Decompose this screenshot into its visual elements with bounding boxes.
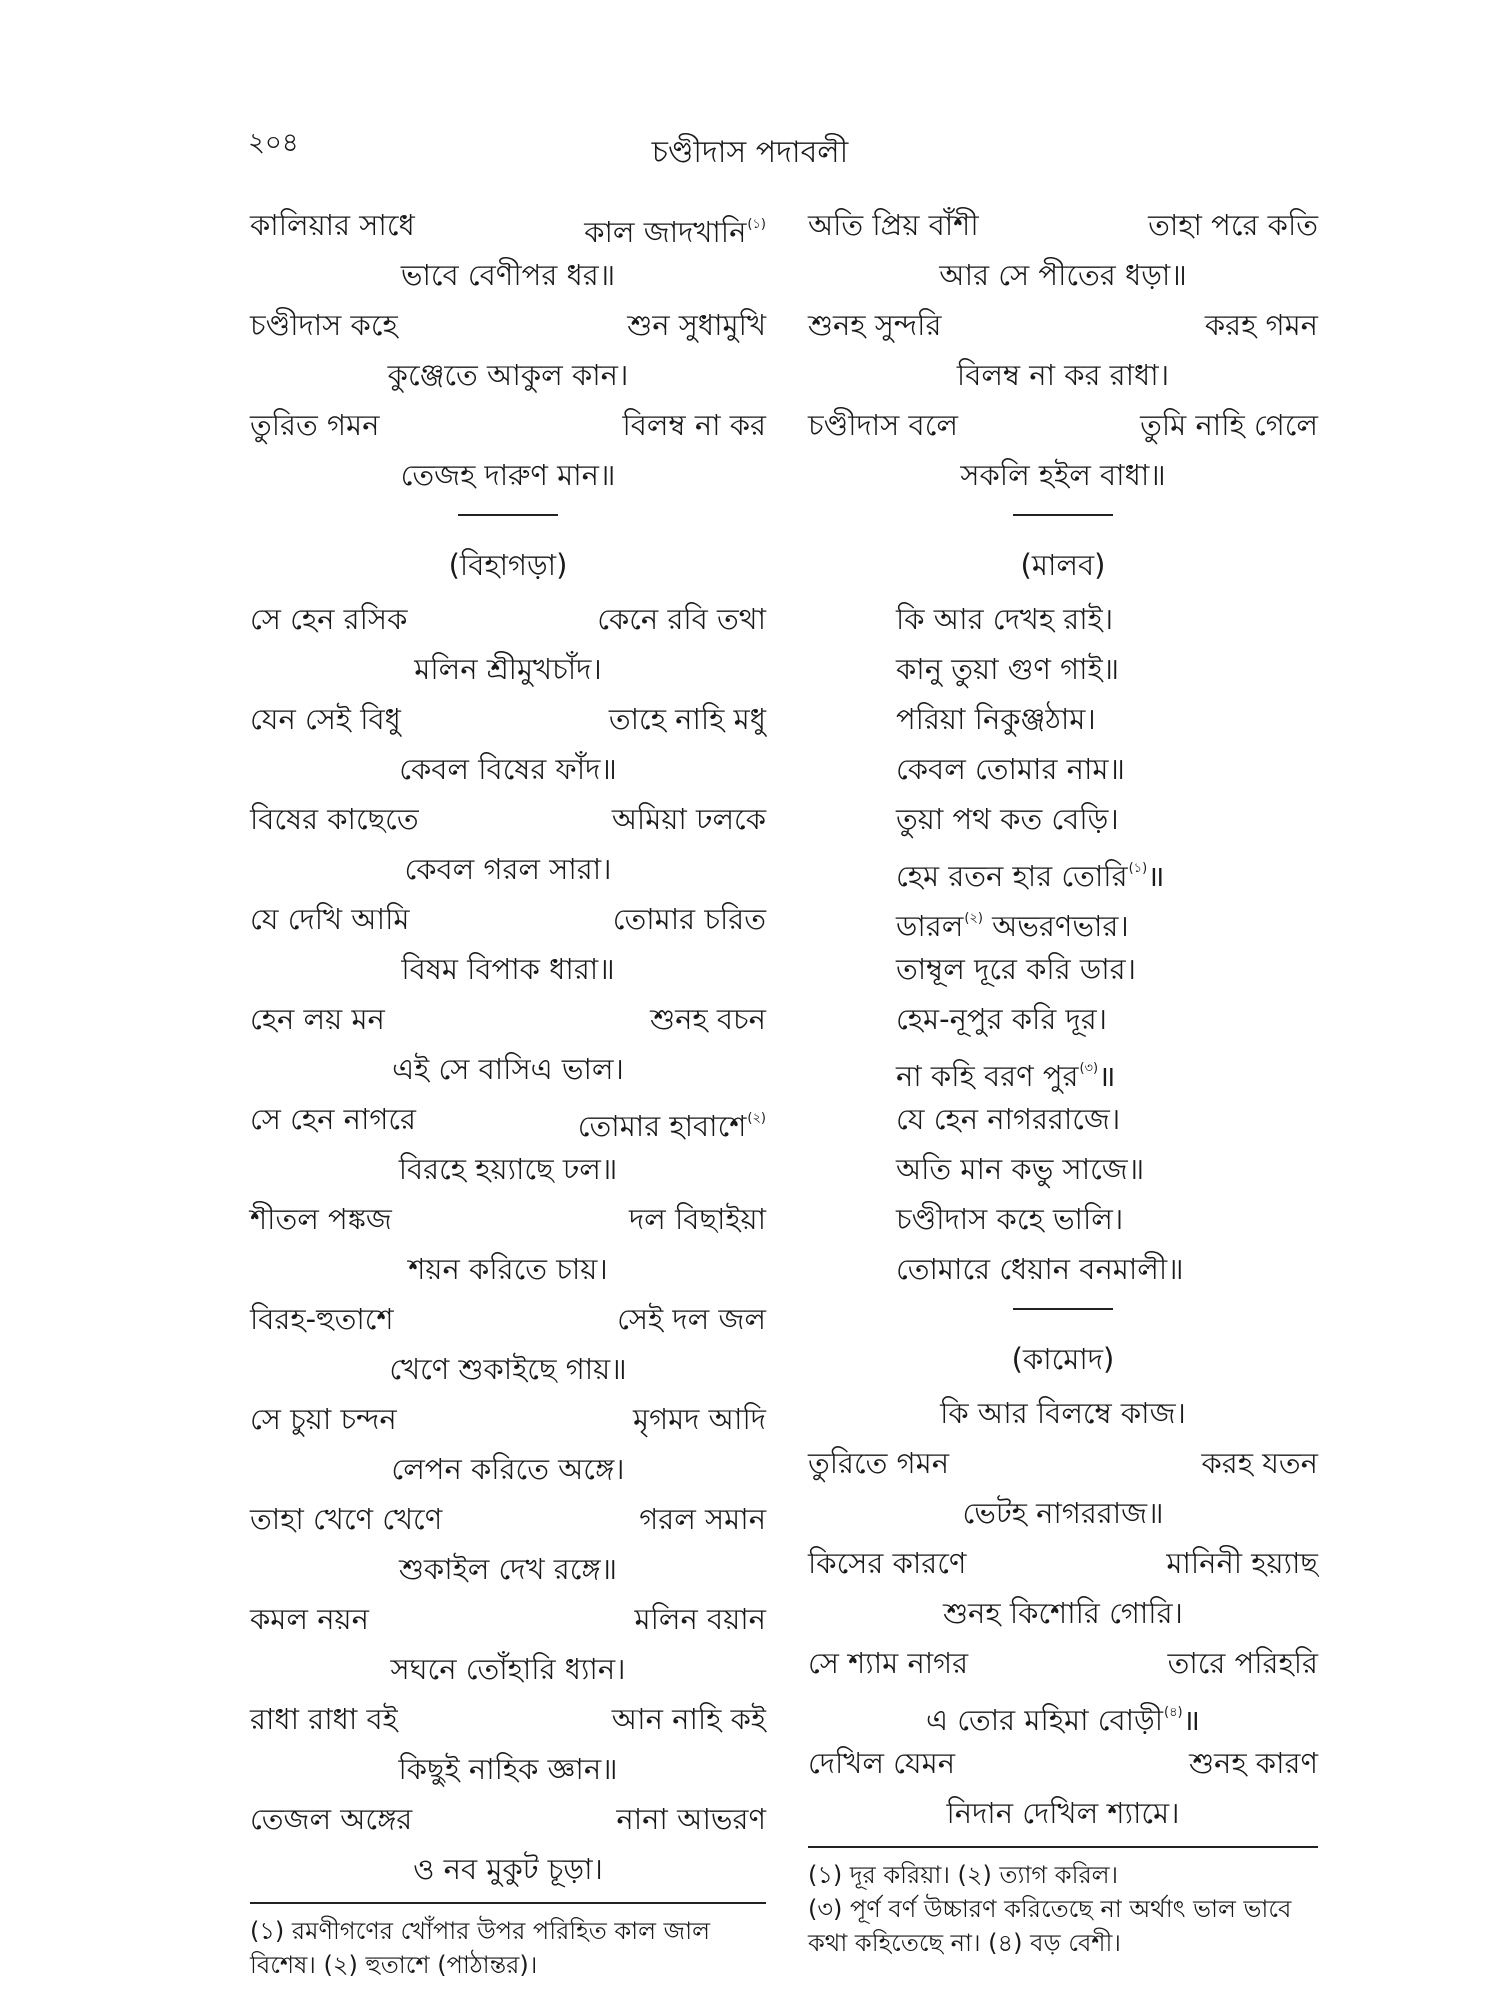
verse-second-half [635,1594,766,1644]
verse-text: শুকাইল দেখ রঙ্গে॥ [398,1552,618,1586]
verse-text: কেবল বিষের ফাঁদ॥ [399,752,617,786]
verse-text: মলিন শ্রীমুখচাঁদ। [414,652,602,686]
verse-line [250,450,766,500]
verse-line [808,944,1318,994]
verse-line [808,1044,1318,1094]
verse-first-half: সে হেন নাগরে [250,1102,417,1136]
verse-line [250,300,766,350]
verse-first-half: সে চুয়া চন্দন [250,1402,397,1436]
verse-line [808,1488,1318,1538]
verse-tail: অভরণভার। [982,909,1129,943]
verse-first-half: তাহা খেণে খেণে [250,1502,443,1536]
verse-second-half [1189,1738,1318,1788]
verse-line [250,1794,766,1844]
verse-line [808,1438,1318,1488]
verse-line [808,1388,1318,1438]
verse-text: কি আর দেখহ রাই। [896,602,1114,636]
verse-line [250,200,766,250]
page-number: ২০৪ [248,128,299,158]
verse-line [250,844,766,894]
verse-first-half: অতি প্রিয় বাঁশী [808,208,979,242]
verse-line [808,1738,1318,1788]
verse-line [250,644,766,694]
verse-line [250,1844,766,1894]
right-column [808,200,1318,1960]
verse-text: ভাবে বেণীপর ধর॥ [400,258,616,292]
verse-text: কাল জাদখানি [584,215,747,249]
verse-line [250,794,766,844]
running-title: চণ্ডীদাস পদাবলী [651,135,849,170]
verse-text: কেনে রবি তথা [597,602,766,636]
footnote-marker: (৩) [1079,1061,1099,1076]
verse-text: হেম-নূপুর করি দূর। [896,1002,1108,1036]
verse-text: তাম্বূল দূরে করি ডার। [896,952,1136,986]
verse-second-half [1166,1538,1318,1588]
verse-text: ও নব মুকুট চূড়া। [413,1852,603,1886]
verse-text: অমিয়া ঢলকে [611,802,766,836]
verse-text: মৃগমদ আদি [632,1402,766,1436]
section-divider [458,514,558,516]
verse-line [250,1444,766,1494]
verse-first-half: শুনহ সুন্দরি [808,308,942,342]
footnote: (১) রমণীগণের খোঁপার উপর পরিহিত কাল জাল বিশেষ। (২) হুতাশে (পাঠান্তর)। [250,1917,710,1979]
verse-line [250,1694,766,1744]
verse-line [808,644,1318,694]
verse-second-half [639,1494,766,1544]
verse-line [808,300,1318,350]
verse-text: শুনহ কারণ [1189,1746,1318,1780]
verse-second-half [613,894,766,944]
verse-text: বিষম বিপাক ধারা॥ [401,952,615,986]
verse-line [250,894,766,944]
verse-text: তাহে নাহি মধু [608,702,766,736]
footnote-marker: (২) [747,1111,766,1126]
bihagara-poem [250,594,766,1894]
raga-heading-malab: (মালব) [1020,548,1106,582]
verse-text: কানু তুয়া গুণ গাই॥ [896,652,1120,686]
verse-second-half [612,794,766,844]
verse-line [250,1394,766,1444]
verse-line [250,400,766,450]
verse-text: শুনহ বচন [650,1002,766,1036]
verse-first-half: কিসের কারণে [808,1546,967,1580]
section-divider [1013,1308,1113,1310]
verse-second-half [616,1794,766,1844]
footnote: (৩) পূর্ণ বর্ণ উচ্চারণ করিতেছে না অর্থাৎ ভাল ভাবে কথা কহিতেছে না। (৪) বড় বেশী। [808,1895,1292,1957]
verse-line [250,1344,766,1394]
verse-line [250,1294,766,1344]
verse-second-half [629,1194,766,1244]
verse-text: কুঞ্জেতে আকুল কান। [387,358,629,392]
verse-second-half [1140,400,1318,450]
verse-text: কেবল তোমার নাম॥ [896,752,1125,786]
verse-line [808,1244,1318,1294]
verse-second-half [584,200,766,257]
verse-text: করহ যতন [1201,1446,1318,1480]
verse-line [250,1744,766,1794]
left-top-stanza [250,200,766,500]
malab-poem [808,594,1318,1294]
verse-line [808,400,1318,450]
verse-line [808,1588,1318,1638]
verse-text: তারে পরিহরি [1167,1646,1318,1680]
verse-text: ডারল [896,909,964,943]
verse-second-half [1168,1638,1318,1688]
verse-text: শুনহ কিশোরি গোরি। [943,1596,1183,1630]
verse-text: দল বিছাইয়া [628,1202,766,1236]
footnote-rule [250,1902,766,1904]
verse-text: নিদান দেখিল শ্যামে। [946,1796,1180,1830]
verse-text: কি আর বিলম্বে কাজ। [940,1396,1186,1430]
verse-line [250,744,766,794]
verse-first-half: শীতল পঙ্কজ [250,1202,392,1236]
verse-line [808,200,1318,250]
verse-text: আর সে পীতের ধড়া॥ [939,258,1187,292]
verse-text: এ তোর মহিমা বোড়ী [925,1703,1164,1737]
verse-second-half [597,594,766,644]
verse-line [808,594,1318,644]
verse-second-half [1202,1438,1318,1488]
verse-text: তাহা পরে কতি [1148,208,1318,242]
verse-text: অতি মান কভু সাজে॥ [896,1152,1145,1186]
verse-line [808,1638,1318,1688]
verse-first-half: যেন সেই বিধু [250,702,401,736]
verse-second-half [633,1394,766,1444]
verse-line [250,1644,766,1694]
footnote-marker: (১) [747,217,766,232]
verse-first-half: রাধা রাধা বই [250,1702,398,1736]
verse-text: লেপন করিতে অঙ্গে। [391,1452,625,1486]
footnote-marker: (২) [964,911,983,926]
verse-text: সকলি হইল বাধা॥ [960,458,1166,492]
verse-tail: ॥ [1182,1703,1201,1737]
verse-line [808,350,1318,400]
verse-text: তেজহ দারুণ মান॥ [400,458,616,492]
verse-text: তোমার হাবাশে [577,1109,747,1143]
verse-text: শুন সুধামুখি [627,308,766,342]
verse-first-half: বিরহ-হুতাশে [250,1302,394,1336]
verse-first-half: বিষের কাছেতে [250,802,419,836]
verse-text: তুয়া পথ কত বেড়ি। [896,802,1119,836]
right-top-stanza [808,200,1318,500]
verse-text: শয়ন করিতে চায়। [408,1252,608,1286]
verse-line [250,994,766,1044]
verse-second-half [1148,200,1318,250]
verse-first-half: চণ্ডীদাস কহে [250,308,398,342]
verse-line [808,994,1318,1044]
kamod-poem [808,1388,1318,1838]
verse-text: না কহি বরণ পুর [896,1059,1079,1093]
section-divider [1013,514,1113,516]
verse-first-half: হেন লয় মন [250,1002,385,1036]
verse-line [808,1094,1318,1144]
verse-line [250,594,766,644]
verse-line [250,1544,766,1594]
verse-text: খেণে শুকাইছে গায়॥ [389,1352,627,1386]
verse-line [808,694,1318,744]
verse-first-half: তুরিত গমন [250,408,380,442]
verse-line [250,1144,766,1194]
footnote-marker: (১) [1128,861,1148,876]
verse-text: কিছুই নাহিক জ্ঞান॥ [398,1752,618,1786]
verse-line [250,1594,766,1644]
verse-first-half: দেখিল যেমন [808,1746,956,1780]
verse-first-half: সে হেন রসিক [250,602,408,636]
footnote-marker: (৪) [1164,1705,1183,1720]
verse-first-half: যে দেখি আমি [250,902,410,936]
raga-heading-bihagara: (বিহাগড়া) [448,548,568,582]
verse-line [808,1788,1318,1838]
verse-second-half [1205,300,1318,350]
verse-text: বিরহে হয়্যাছে ঢল॥ [398,1152,618,1186]
verse-line [250,350,766,400]
verse-text: সেই দল জল [617,1302,766,1336]
verse-line [808,1688,1318,1738]
verse-text: তুমি নাহি গেলে [1140,408,1318,442]
verse-second-half [627,300,766,350]
verse-text: মলিন বয়ান [634,1602,766,1636]
verse-line [808,1144,1318,1194]
verse-text: বিলম্ব না কর [622,408,766,442]
verse-second-half [609,694,766,744]
verse-line [808,744,1318,794]
verse-line [250,1194,766,1244]
footnote: (১) দূর করিয়া। (২) ত্যাগ করিল। [808,1861,1119,1889]
verse-line [250,250,766,300]
verse-second-half [617,1294,766,1344]
verse-line [808,450,1318,500]
verse-text: হেম রতন হার তোরি [896,859,1128,893]
verse-line [250,1094,766,1144]
verse-first-half: সে শ্যাম নাগর [808,1646,969,1680]
verse-line [250,1494,766,1544]
verse-first-half: তেজল অঙ্গের [250,1802,413,1836]
verse-text: তোমার চরিত [612,902,766,936]
left-column [250,200,766,1982]
verse-line [250,694,766,744]
verse-first-half: কালিয়ার সাধে [250,208,415,242]
raga-heading-kamod: (কামোদ) [1011,1342,1115,1376]
verse-line [808,250,1318,300]
verse-line [808,1194,1318,1244]
verse-first-half: কমল নয়ন [250,1602,369,1636]
verse-text: তোমারে ধেয়ান বনমালী॥ [896,1252,1184,1286]
verse-text: আন নাহি কই [611,1702,766,1736]
verse-line [808,844,1318,894]
verse-text: কেবল গরল সারা। [404,852,612,886]
verse-second-half [612,1694,766,1744]
verse-text: নানা আভরণ [616,1802,766,1836]
verse-second-half [578,1094,766,1151]
verse-second-half [650,994,766,1044]
verse-text: যে হেন নাগররাজে। [896,1102,1121,1136]
verse-text: সঘনে তোঁহারি ধ্যান। [390,1652,626,1686]
verse-text: গরল সমান [639,1502,766,1536]
verse-text: করহ গমন [1204,308,1318,342]
verse-text: মানিনী হয়্যাছ [1166,1546,1318,1580]
verse-text: চণ্ডীদাস কহে ভালি। [896,1202,1124,1236]
verse-line [808,794,1318,844]
footnote-rule [808,1846,1318,1848]
verse-tail: ॥ [1147,859,1165,893]
verse-line [250,1244,766,1294]
verse-text: বিলম্ব না কর রাধা। [956,358,1170,392]
verse-line [250,1044,766,1094]
verse-first-half: তুরিতে গমন [808,1446,950,1480]
verse-line [808,894,1318,944]
verse-line [808,1538,1318,1588]
verse-first-half: চণ্ডীদাস বলে [808,408,958,442]
verse-text: ভেটহ নাগররাজ॥ [962,1496,1164,1530]
verse-line [250,944,766,994]
verse-second-half [622,400,766,450]
verse-tail: ॥ [1098,1059,1116,1093]
verse-text: এই সে বাসিএ ভাল। [392,1052,624,1086]
verse-text: পরিয়া নিকুঞ্জঠাম। [896,702,1096,736]
